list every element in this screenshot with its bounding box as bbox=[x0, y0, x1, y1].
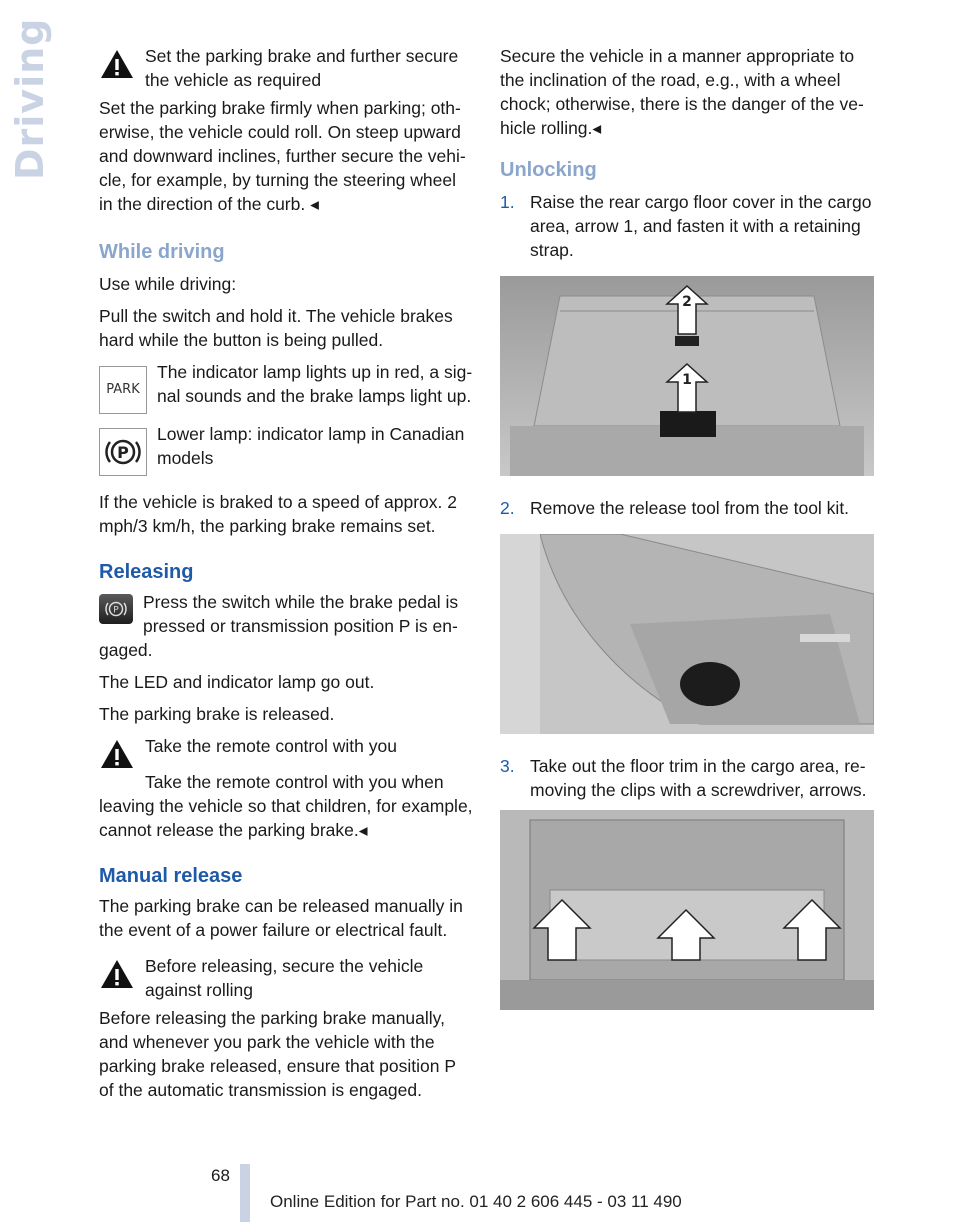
left-column bbox=[99, 44, 474, 1110]
paragraph: Pull the switch and hold it. The vehicle brakes hard while the button is being pulled. bbox=[99, 306, 453, 350]
paragraph: Set the parking brake firmly when parking; oth-erwise, the vehicle could roll. On steep upward and downward inclines, further secure the vehi-cle, for example, by turning the steering wheel in the direction of the curb. ◂ bbox=[99, 98, 466, 214]
paragraph: Secure the vehicle in a manner appropriate to the inclination of the road, e.g., with a wheel chock; otherwise, there is the danger of the ve-hicle rolling.◂ bbox=[500, 46, 864, 138]
photo-cargo-floor-cover bbox=[500, 276, 874, 476]
step-text: Raise the rear cargo floor cover in the cargo area, arrow 1, and fasten it with a retaining strap. bbox=[530, 192, 872, 260]
photo-floor-trim bbox=[500, 810, 874, 1010]
park-indicator-icon bbox=[99, 366, 147, 414]
page-number: 68 bbox=[211, 1166, 230, 1185]
warning-remote-control bbox=[99, 734, 474, 770]
step-2 bbox=[500, 496, 874, 520]
park-label: PARK bbox=[106, 382, 140, 397]
paragraph: Before releasing the parking brake manually, and whenever you park the vehicle with the parking brake released, ensure that position P of the automatic transmission is engaged. bbox=[99, 1008, 456, 1100]
warning-secure-vehicle bbox=[99, 954, 474, 1002]
paragraph: The parking brake is released. bbox=[99, 704, 335, 724]
releasing-block bbox=[99, 590, 474, 662]
edition-text: Online Edition for Part no. 01 40 2 606 445 - 03 11 490 bbox=[270, 1192, 682, 1211]
paragraph: If the vehicle is braked to a speed of approx. 2 mph/3 km/h, the parking brake remains set. bbox=[99, 492, 457, 536]
photo-tool-kit bbox=[500, 534, 874, 734]
warning-icon bbox=[99, 958, 135, 990]
step-1 bbox=[500, 190, 874, 262]
warning-title: Set the parking brake and further secure the vehicle as required bbox=[145, 46, 459, 90]
warning-parking-brake bbox=[99, 44, 474, 92]
paragraph: Use while driving: bbox=[99, 274, 237, 294]
heading-manual-release: Manual release bbox=[99, 865, 243, 887]
step-number: 1. bbox=[500, 192, 515, 212]
footer-divider bbox=[240, 1164, 250, 1222]
warning-icon bbox=[99, 738, 135, 770]
step-text: Remove the release tool from the tool kit. bbox=[530, 498, 850, 518]
canadian-lamp-row bbox=[99, 422, 474, 476]
paragraph: The parking brake can be released manually in the event of a power failure or electrical fault. bbox=[99, 896, 463, 940]
step-number: 2. bbox=[500, 498, 515, 518]
step-3 bbox=[500, 754, 874, 802]
warning-body: Take the remote control with you when leaving the vehicle so that children, for example, cannot release the parking brake.◂ bbox=[99, 772, 473, 840]
circle-p-icon bbox=[103, 434, 143, 470]
heading-unlocking: Unlocking bbox=[500, 159, 597, 181]
warning-title: Take the remote control with you bbox=[145, 736, 397, 756]
paragraph: The LED and indicator lamp go out. bbox=[99, 672, 375, 692]
warning-icon bbox=[99, 48, 135, 80]
heading-releasing: Releasing bbox=[99, 561, 194, 583]
lamp-text: The indicator lamp lights up in red, a sig-nal sounds and the brake lamps light up. bbox=[157, 362, 473, 406]
svg-text:P: P bbox=[113, 605, 119, 616]
warning-title: Before releasing, secure the vehicle against rolling bbox=[145, 956, 424, 1000]
releasing-text: Press the switch while the brake pedal is pressed or transmission position P is en-gaged. bbox=[99, 592, 459, 660]
lamp-text: Lower lamp: indicator lamp in Canadian models bbox=[157, 424, 465, 468]
section-tab: Driving bbox=[8, 17, 52, 180]
park-lamp-row bbox=[99, 360, 474, 414]
heading-while-driving: While driving bbox=[99, 241, 225, 263]
step-number: 3. bbox=[500, 756, 515, 776]
arrow-label-1: 1 bbox=[682, 372, 692, 388]
parking-brake-indicator-icon bbox=[99, 428, 147, 476]
step-text: Take out the floor trim in the cargo area, re-moving the clips with a screwdriver, arrows. bbox=[530, 756, 867, 800]
svg-text:P: P bbox=[117, 443, 129, 462]
parking-brake-switch-icon bbox=[99, 594, 133, 624]
arrow-label-2: 2 bbox=[682, 294, 692, 310]
right-column bbox=[500, 44, 874, 1030]
